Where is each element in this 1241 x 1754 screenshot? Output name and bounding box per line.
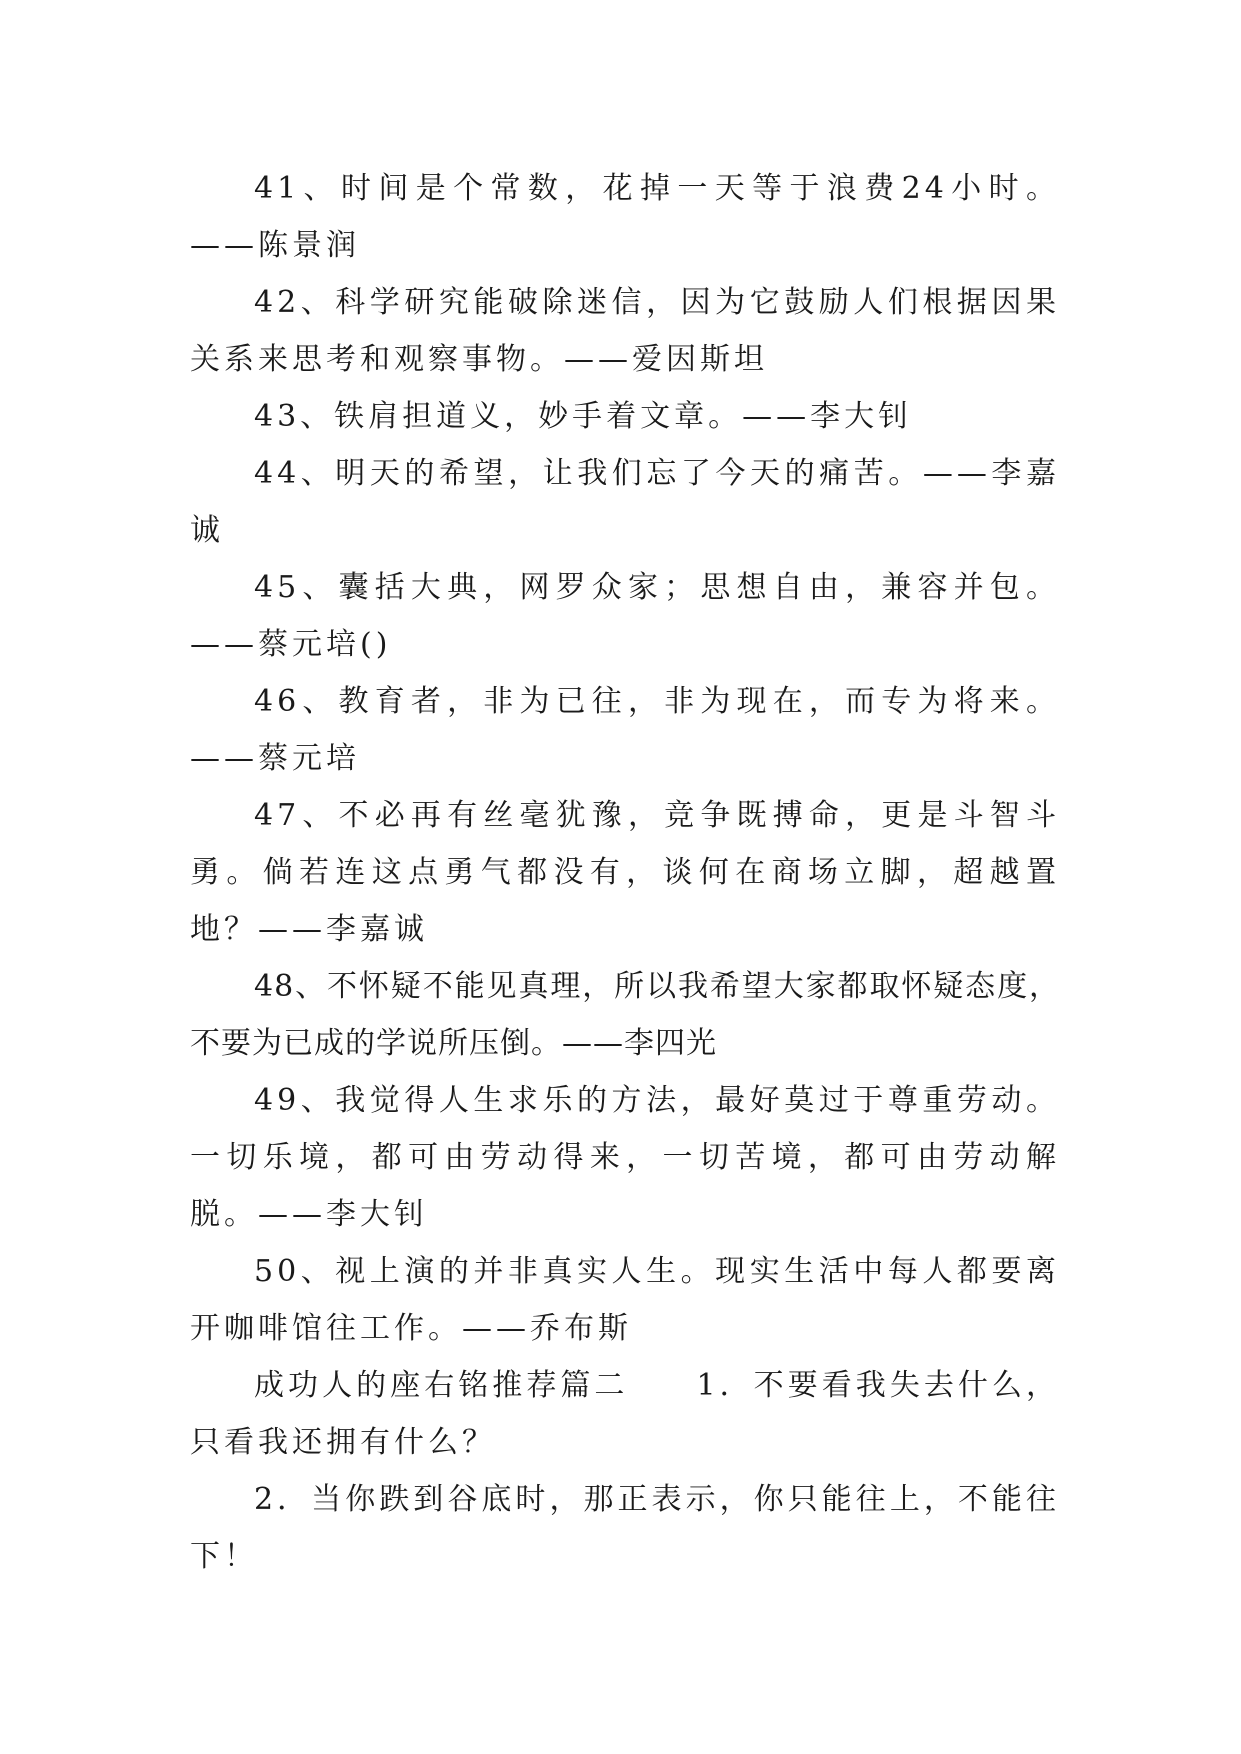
quote-45: 45、囊括大典，网罗众家；思想自由，兼容并包。——蔡元培() [190,570,1060,662]
quote-48: 48、不怀疑不能见真理，所以我希望大家都取怀疑态度，不要为已成的学说所压倒。——李四光 [190,969,1060,1061]
section-two-item-2: 2．当你跌到谷底时，那正表示，你只能往上，不能往下！ [190,1482,1060,1574]
quote-43: 43、铁肩担道义，妙手着文章。——李大钊 [254,399,913,434]
quote-44: 44、明天的希望，让我们忘了今天的痛苦。——李嘉诚 [190,456,1060,548]
quote-42: 42、科学研究能破除迷信，因为它鼓励人们根据因果关系来思考和观察事物。——爱因斯坦 [190,285,1060,377]
section-two-heading-item-1: 成功人的座右铭推荐篇二 1．不要看我失去什么，只看我还拥有什么？ [190,1368,1060,1460]
quote-49: 49、我觉得人生求乐的方法，最好莫过于尊重劳动。一切乐境，都可由劳动得来，一切苦境，都可由劳动解脱。——李大钊 [190,1083,1060,1232]
quote-46: 46、教育者，非为已往，非为现在，而专为将来。——蔡元培 [190,684,1060,776]
quote-47: 47、不必再有丝毫犹豫，竞争既搏命，更是斗智斗勇。倘若连这点勇气都没有，谈何在商场立脚，超越置地？——李嘉诚 [190,798,1060,947]
quote-50: 50、视上演的并非真实人生。现实生活中每人都要离开咖啡馆往工作。——乔布斯 [190,1254,1060,1346]
document-body [190,160,1060,1585]
quote-41: 41、时间是个常数，花掉一天等于浪费24小时。——陈景润 [190,171,1060,263]
